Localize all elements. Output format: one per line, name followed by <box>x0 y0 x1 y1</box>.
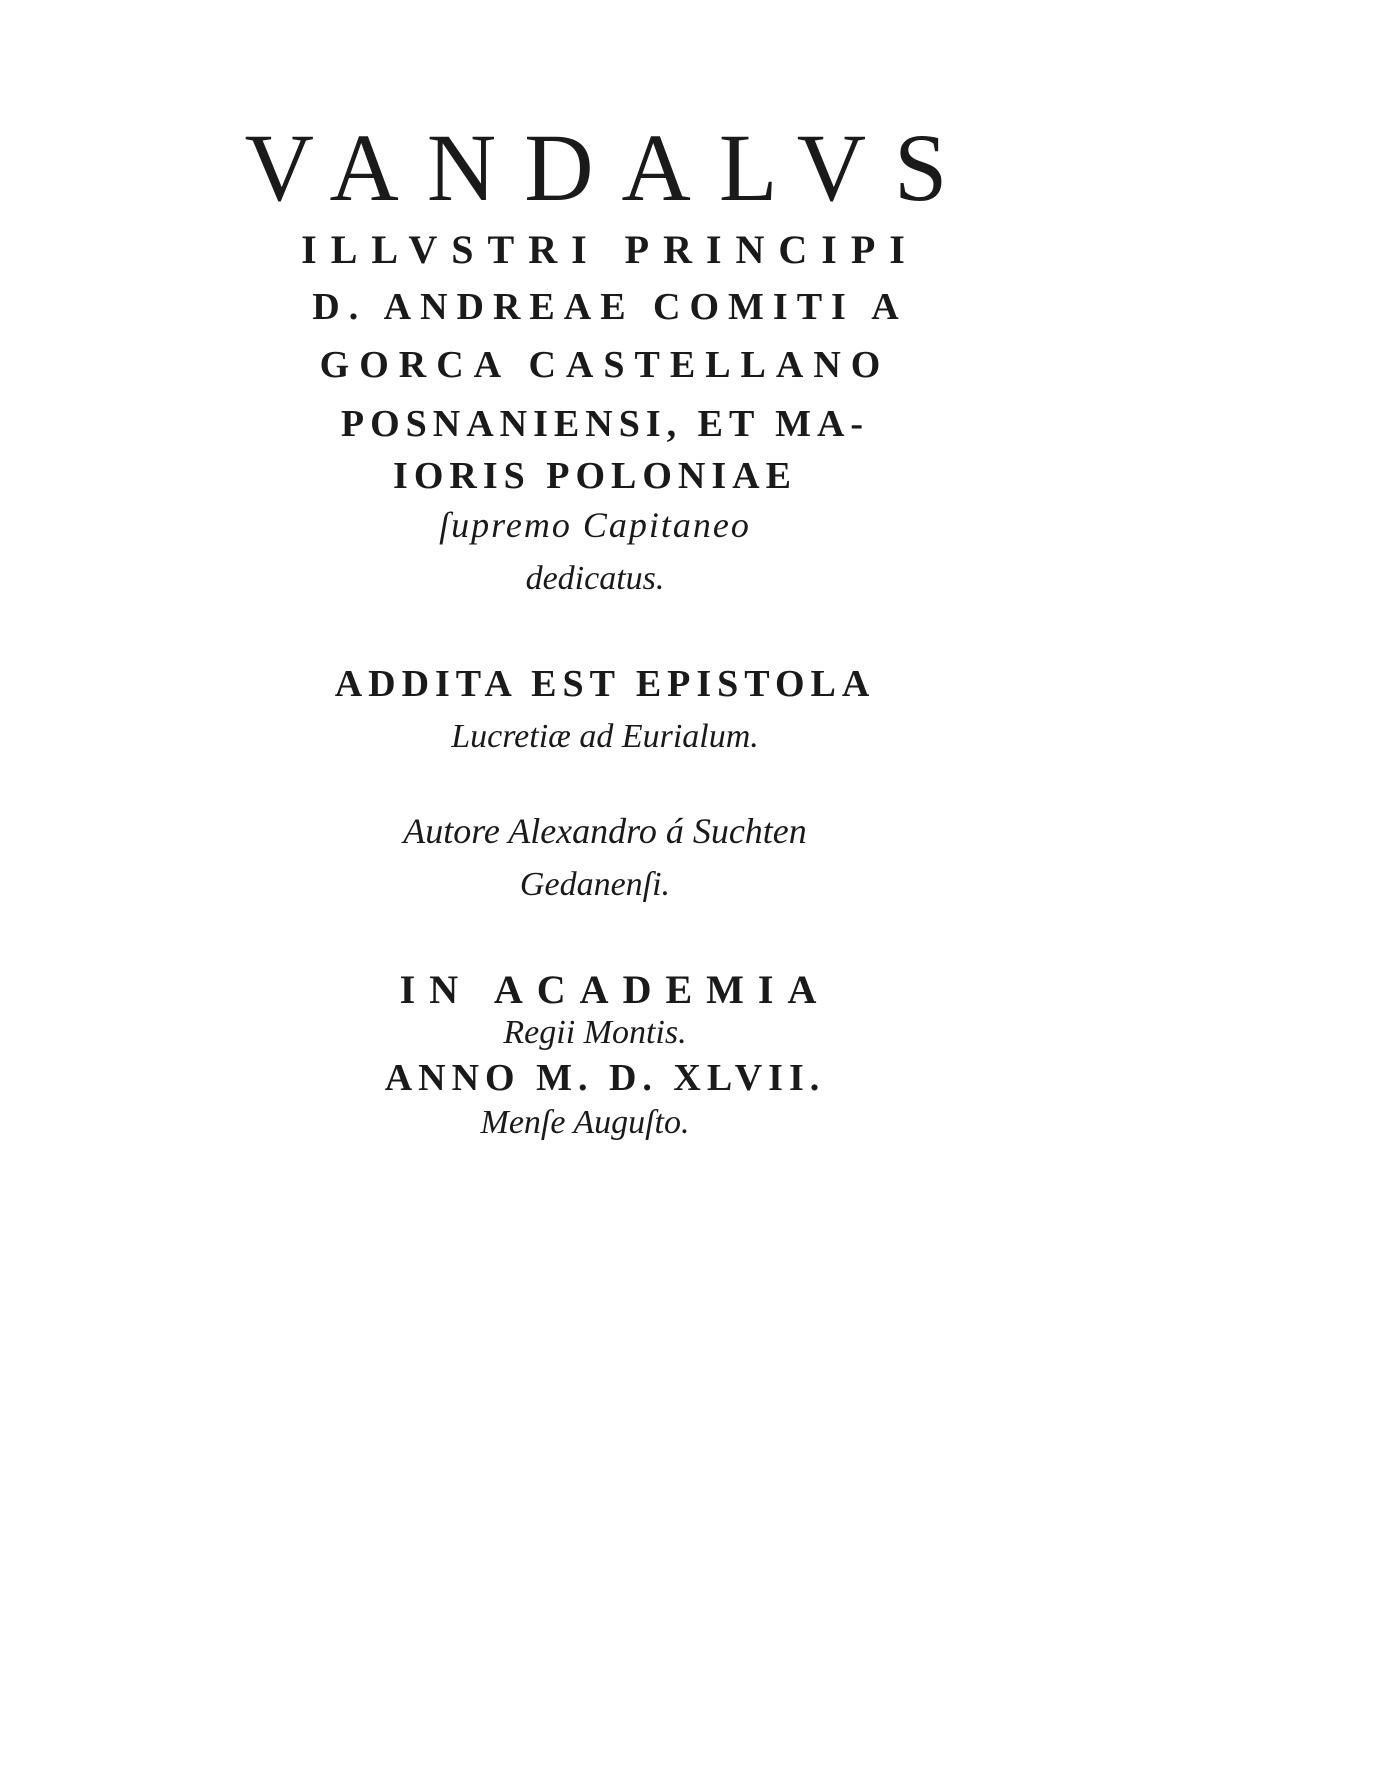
imprint-place: IN ACADEMIA <box>399 967 831 1012</box>
imprint-city: Regii Montis. <box>503 1014 687 1051</box>
addition-subtitle: Lucretiæ ad Eurialum. <box>451 718 759 755</box>
dedication-line-3: GORCA CASTELLANO <box>319 344 891 386</box>
addition-heading: ADDITA EST EPISTOLA <box>334 663 876 705</box>
dedication-line-1: ILLVSTRI PRINCIPI <box>301 227 919 272</box>
dedication-line-2: D. ANDREAE COMITI A <box>312 286 908 328</box>
imprint-month: Menſe Auguſto. <box>480 1104 690 1141</box>
author-origin: Gedanenſi. <box>519 866 671 903</box>
dedication-line-7: dedicatus. <box>525 560 665 597</box>
dedication-line-6: ſupremo Capitaneo <box>439 505 751 545</box>
author-line: Autore Alexandro á Suchten <box>403 811 807 851</box>
dedication-line-5: IORIS POLONIAE <box>393 455 797 497</box>
dedication-line-4: POSNANIENSI, ET MA- <box>340 403 870 445</box>
imprint-year: ANNO M. D. XLVII. <box>384 1057 826 1099</box>
book-title: VANDALVS <box>244 114 976 221</box>
